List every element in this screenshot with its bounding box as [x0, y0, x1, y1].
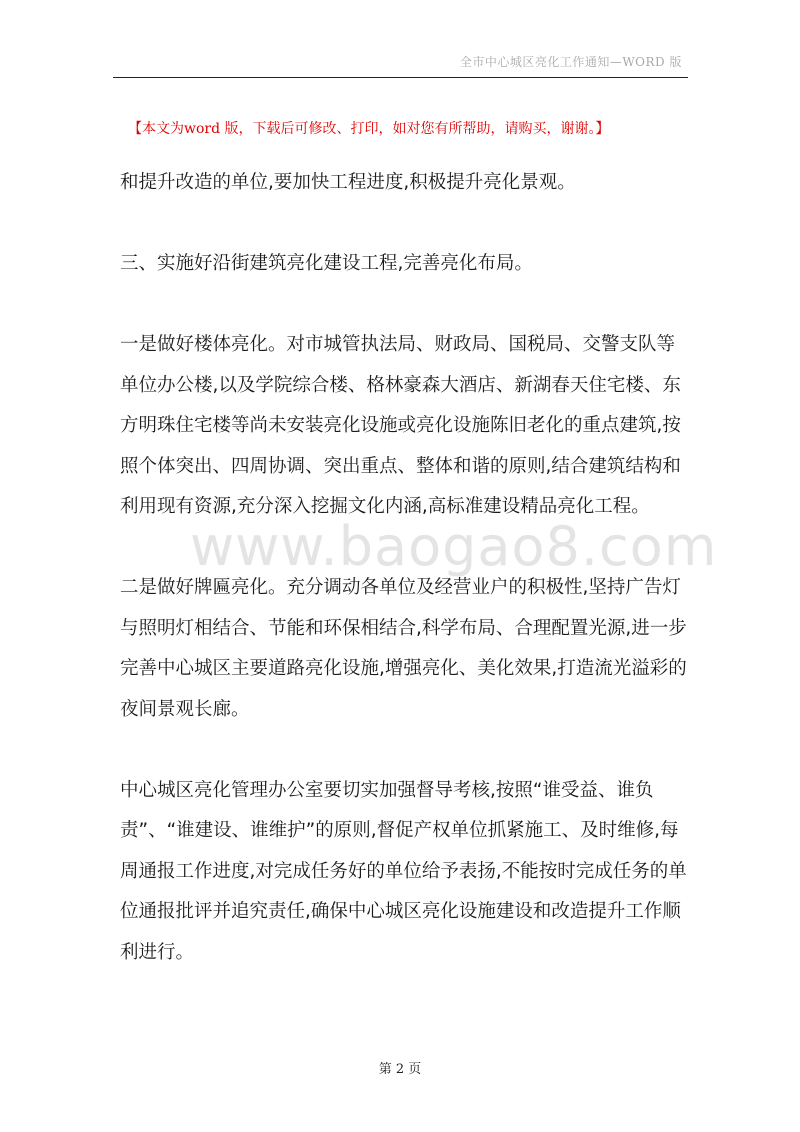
paragraph: 中心城区亮化管理办公室要切实加强督导考核,按照“谁受益、谁负责”、“谁建设、谁维护”的原则,督促产权单位抓紧施工、及时维修,每周通报工作进度,对完成任务好的单位给予表扬,不能按时完成任务的单位通报批评并追究责任,确保中心城区亮化设施建设和改造提升工作顺利进行。 — [120, 779, 687, 963]
watermark: www.baogao8.com — [190, 515, 718, 578]
page-number: 第 2 页 — [378, 1062, 422, 1077]
header-divider — [113, 77, 688, 78]
document-header-title: 全市中心城区亮化工作通知—WORD 版 — [459, 55, 682, 69]
paragraph: 一是做好楼体亮化。对市城管执法局、财政局、国税局、交警支队等单位办公楼,以及学院综合楼、格林豪森大酒店、新湖春天住宅楼、东方明珠住宅楼等尚未安装亮化设施或亮化设施陈旧老化的重点建筑,按照个体突出、四周协调、突出重点、整体和谐的原则,结合建筑结构和利用现有资源,充分深入挖掘文化内涵,高标准建设精品亮化工程。 — [120, 334, 681, 517]
section-heading: 三、实施好沿街建筑亮化建设工程,完善亮化布局。 — [120, 253, 533, 274]
paragraph: 二是做好牌匾亮化。充分调动各单位及经营业户的积极性,坚持广告灯与照明灯相结合、节能和环保相结合,科学布局、合理配置光源,进一步完善中心城区主要道路亮化设施,增强亮化、美化效果,打造流光溢彩的夜间景观长廊。 — [120, 577, 687, 720]
paragraph: 和提升改造的单位,要加快工程进度,积极提升亮化景观。 — [120, 172, 576, 193]
document-body — [120, 163, 690, 1014]
purchase-notice: 【本文为word 版，下载后可修改、打印，如对您有所帮助，请购买，谢谢。】 — [128, 121, 610, 137]
